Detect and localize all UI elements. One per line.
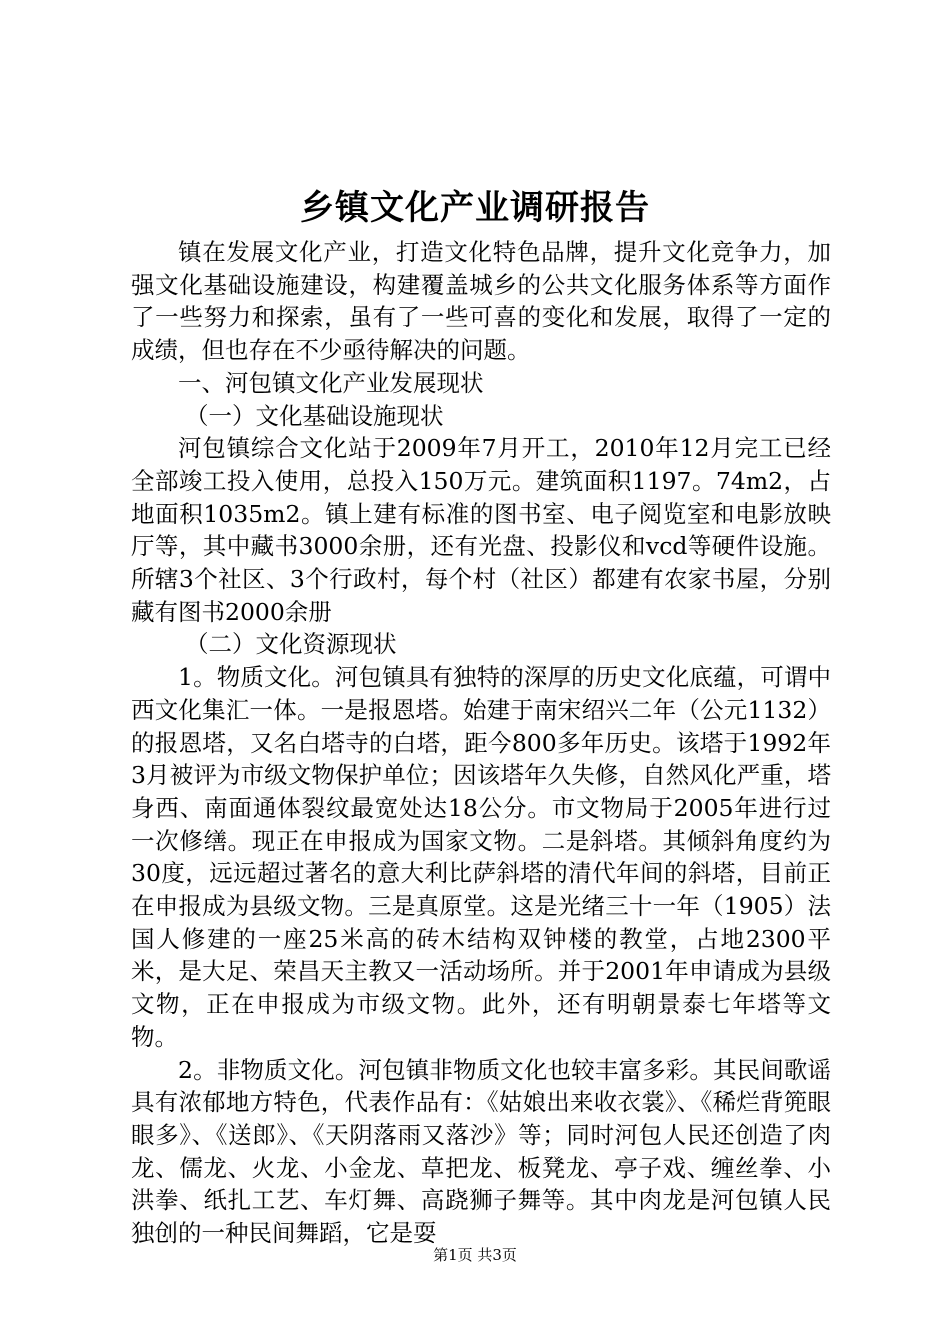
subsection-heading: （二）文化资源现状	[185, 630, 397, 659]
infrastructure-paragraph: 河包镇综合文化站于2009年7月开工，2010年12月完工已经全部竣工投入使用，总投入150万元。建筑面积1197。74m2，占地面积1035m2。镇上建有标准的图书室、电子阅览室和电影放映厅等，其中藏书3000余册，还有光盘、投影仪和vcd等硬件设施。所辖3个社区、3个行政村，每个村（社区）都建有农家书屋，分别藏有图书2000余册	[131, 434, 831, 626]
intangible-culture-paragraph: 2。非物质文化。河包镇非物质文化也较丰富多彩。其民间歌谣具有浓郁地方特色，代表作品有：《姑娘出来收衣裳》、《稀烂背篼眼眼多》、《送郎》、《天阴落雨又落沙》等；同时河包人民还创造了肉龙、儒龙、火龙、小金龙、草把龙、板凳龙、亭子戏、缠丝拳、小洪拳、纸扎工艺、车灯舞、高跷狮子舞等。其中肉龙是河包镇人民独创的一种民间舞蹈，它是耍	[131, 1055, 831, 1248]
document-title: 乡镇文化产业调研报告	[300, 188, 650, 228]
subsection-heading: （一）文化基础设施现状	[185, 401, 444, 430]
page-footer: 第1页 共3页	[433, 1246, 517, 1264]
material-culture-paragraph: 1。物质文化。河包镇具有独特的深厚的历史文化底蕴，可谓中西文化集汇一体。一是报恩塔。始建于南宋绍兴二年（公元1132）的报恩塔，又名白塔寺的白塔，距今800多年历史。该塔于1992年3月被评为市级文物保护单位；因该塔年久失修，自然风化严重，塔身西、南面通体裂纹最宽处达18公分。市文物局于2005年进行过一次修缮。现正在申报成为国家文物。二是斜塔。其倾斜角度约为30度，远远超过著名的意大利比萨斜塔的清代年间的斜塔，目前正在申报成为县级文物。三是真原堂。这是光绪三十一年（1905）法国人修建的一座25米高的砖木结构双钟楼的教堂，占地2300平米，是大足、荣昌天主教又一活动场所。并于2001年申请成为县级文物，正在申报成为市级文物。此外，还有明朝景泰七年塔等文物。	[131, 663, 831, 1051]
section-heading: 一、河包镇文化产业发展现状	[178, 368, 484, 397]
intro-paragraph: 镇在发展文化产业，打造文化特色品牌，提升文化竞争力，加强文化基础设施建设，构建覆盖城乡的公共文化服务体系等方面作了一些努力和探索，虽有了一些可喜的变化和发展，取得了一定的成绩，但也存在不少亟待解决的问题。	[131, 238, 831, 365]
document-body	[131, 236, 831, 1250]
